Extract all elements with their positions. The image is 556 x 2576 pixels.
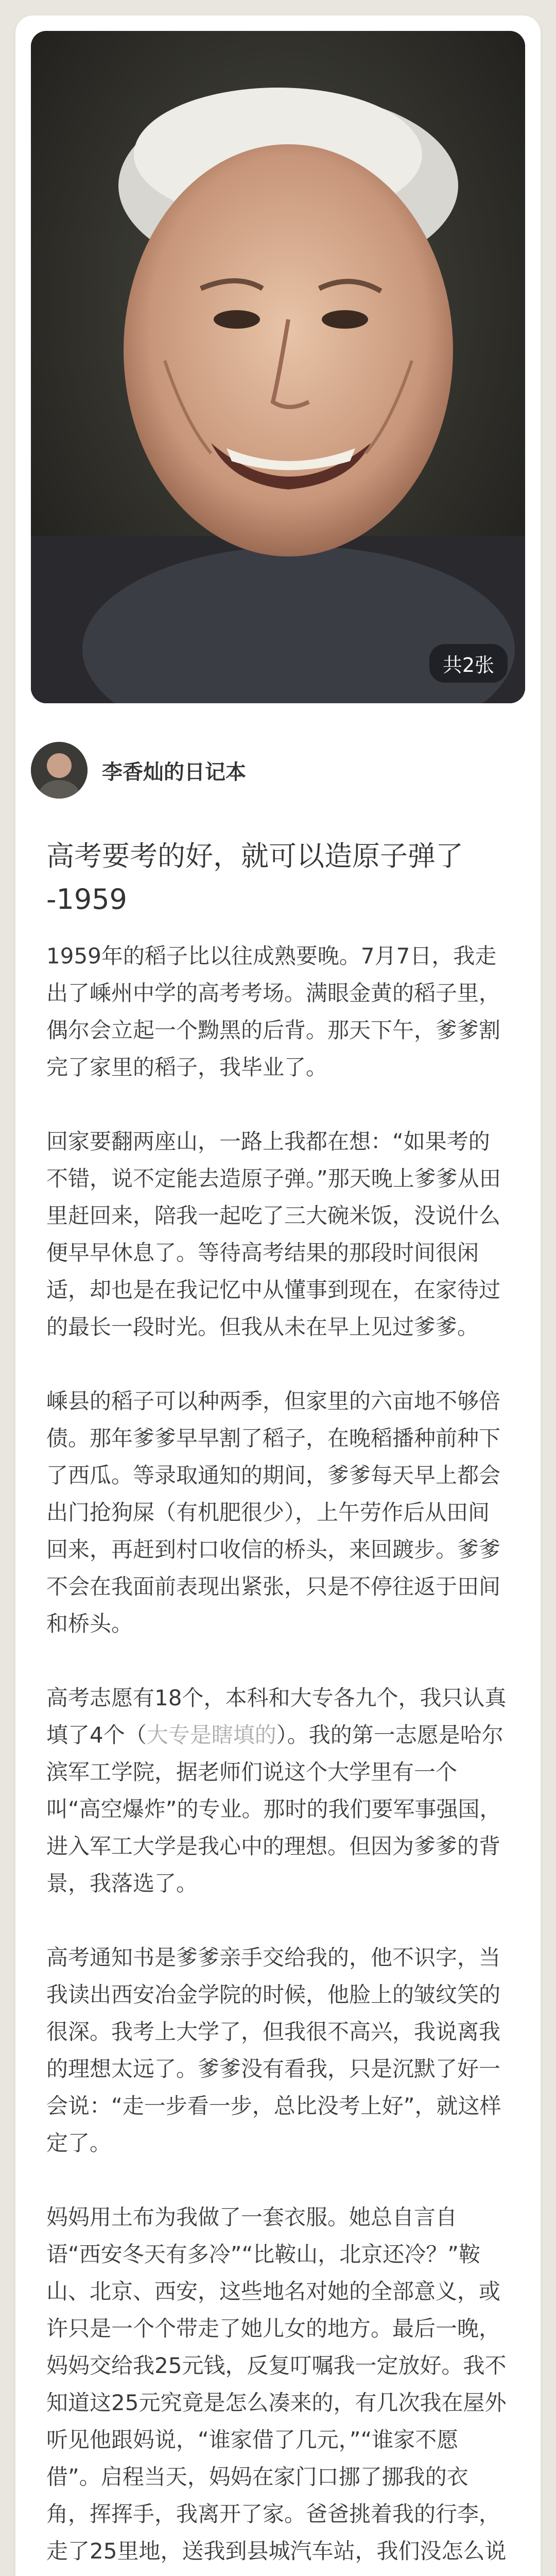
post-title-line2: -1959 — [46, 883, 127, 916]
paragraph: 嵊县的稻子可以种两季，但家里的六亩地不够倍债。那年爹爹早早割了稻子，在晚稻播种前种下了西瓜。等录取通知的期间，爹爹每天早上都会出门抢狗屎（有机肥很少），上午劳作后从田间回来，再赶到村口收信的桥头，来回踱步。爹爹不会在我面前表现出紧张，只是不停往返于田间和桥头。 — [46, 1388, 501, 1636]
image-count-badge: 共2张 — [429, 644, 508, 683]
post-body — [46, 938, 510, 2576]
paragraph-text: ）。我的第一志愿是哈尔滨军工学院，据老师们说这个大学里有一个叫“高空爆炸”的专业。那时的我们要军事强国，进入军工大学是我心中的理想。但因为爹爹的背景，我落选了。 — [46, 1722, 503, 1896]
paragraph: 回家要翻两座山，一路上我都在想：“如果考的不错，说不定能去造原子弹。”那天晚上爹爹从田里赶回来，陪我一起吃了三大碗米饭，没说什么便早早休息了。等待高考结果的那段时间很闲适，却也是在我记忆中从懂事到现在，在家待过的最长一段时光。但我从未在早上见过爹爹。 — [46, 1129, 501, 1340]
paragraph: 妈妈用土布为我做了一套衣服。她总自言自语“西安冬天有多冷”“比鞍山，北京还冷？”鞍山、北京、西安，这些地名对她的全部意义，或许只是一个个带走了她儿女的地方。最后一晚，妈妈交给我25元钱，反复叮嘱我一定放好。我不知道这25元究竟是怎么凑来的，有几次我在屋外听见他跟妈说，“谁家借了几元，”“谁家不愿借”。启程当天，妈妈在家门口挪了挪我的衣角，挥挥手，我离开了家。爸爸挑着我的行李，走了25里地，送我到县城汽车站，我们没怎么说 — [46, 2205, 507, 2564]
paragraph: 高考通知书是爹爹亲手交给我的，他不识字，当我读出西安冶金学院的时候，他脸上的皱纹笑的很深。我考上大学了，但我很不高兴，我说离我的理想太远了。爹爹没有看我，只是沉默了好一会说：“走一步看一步，总比没考上好”，就这样定了。 — [46, 1945, 501, 2156]
author-row[interactable] — [31, 737, 525, 804]
paragraph — [46, 1680, 510, 1902]
paragraph-text: 高考志愿有18个，本科和大专各九个，我只认真填了4个（ — [46, 1685, 507, 1748]
post-title-line1: 高考要考的好，就可以造原子弹了 — [46, 840, 463, 872]
avatar-image-icon — [31, 742, 88, 799]
elderly-man-photo — [31, 31, 525, 703]
note-card — [15, 15, 541, 2576]
post-photo[interactable] — [31, 31, 525, 703]
paragraph: 1959年的稻子比以往成熟要晚。7月7日，我走出了嵊州中学的高考考场。满眼金黄的稻子里，偶尔会立起一个黝黑的后背。那天下午，爹爹割完了家里的稻子，我毕业了。 — [46, 943, 501, 1080]
faint-note: 大专是瞎填的 — [146, 1722, 276, 1748]
author-name[interactable]: 李香灿的日记本 — [102, 760, 246, 784]
post-title — [46, 835, 510, 921]
avatar[interactable] — [31, 742, 88, 799]
